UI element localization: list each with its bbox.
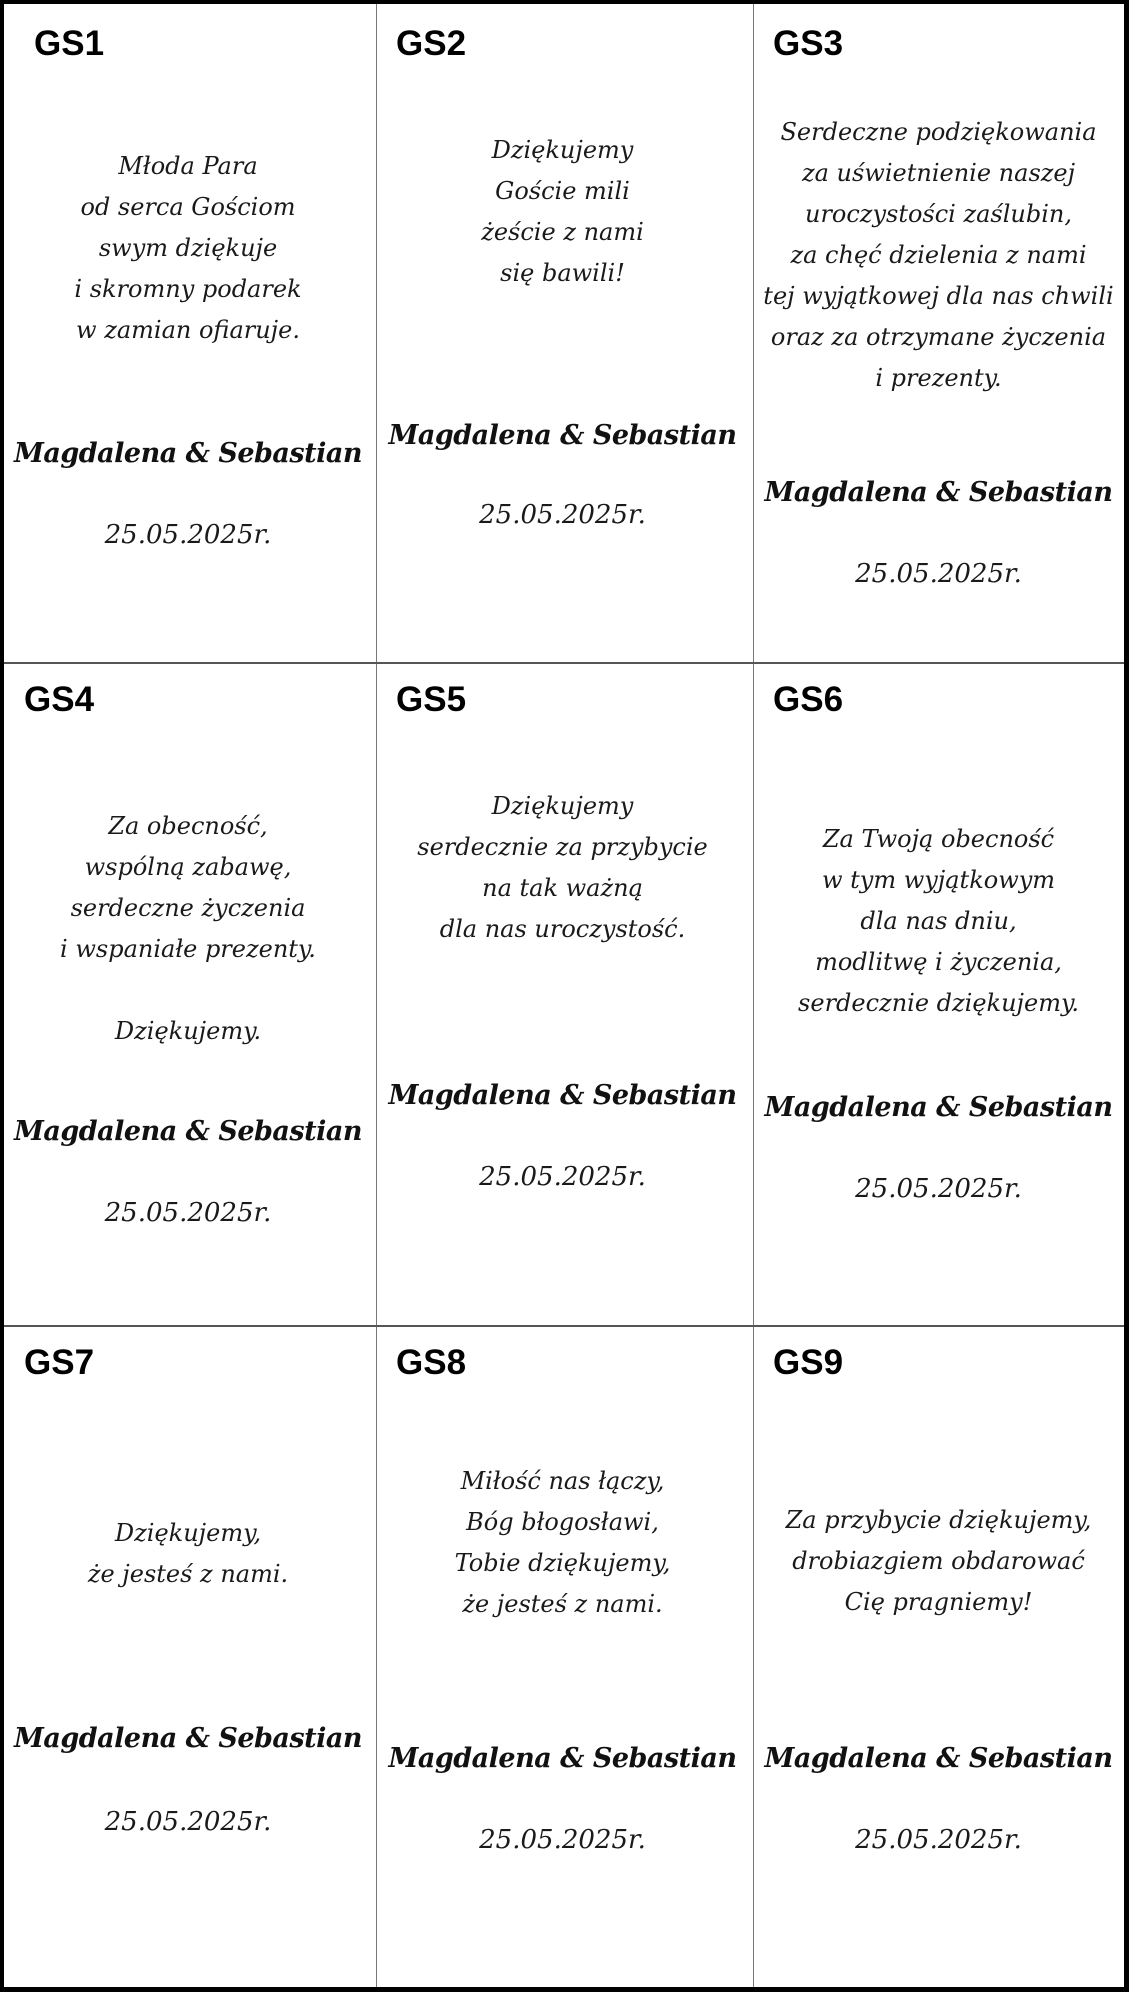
card-message (376, 786, 749, 950)
message-line: w tym wyjątkowym (821, 866, 1056, 894)
couple-names: Magdalena & Sebastian (388, 1080, 737, 1111)
message-line: dla nas uroczystość. (439, 915, 686, 943)
message-line: się bawili! (500, 259, 625, 287)
message-spacer (4, 970, 372, 1011)
thank-you-card-gs3 (753, 4, 1124, 658)
card-message (4, 1513, 372, 1595)
card-message (376, 1461, 749, 1625)
card-message (376, 130, 749, 294)
couple-names: Magdalena & Sebastian (764, 477, 1113, 508)
message-line: na tak ważną (482, 874, 643, 902)
card-message (753, 112, 1124, 399)
wedding-date: 25.05.2025r. (104, 520, 272, 550)
card-code-label: GS8 (396, 1343, 467, 1382)
message-line: od serca Gościom (80, 193, 296, 221)
thank-you-card-gs6 (753, 660, 1124, 1321)
thank-you-card-gs4 (4, 660, 372, 1321)
card-code-label: GS4 (24, 680, 95, 719)
wedding-date: 25.05.2025r. (855, 1825, 1022, 1855)
couple-names: Magdalena & Sebastian (764, 1743, 1113, 1774)
message-line: za chęć dzielenia z nami (790, 241, 1087, 269)
message-line: za uświetnienie naszej (801, 159, 1076, 187)
couple-names: Magdalena & Sebastian (14, 1723, 362, 1754)
couple-names: Magdalena & Sebastian (14, 438, 362, 469)
message-line: że jesteś z nami. (462, 1590, 663, 1618)
card-code-label: GS9 (773, 1343, 844, 1382)
card-code-label: GS3 (773, 24, 844, 63)
message-line: Bóg błogosławi, (466, 1508, 659, 1536)
message-line: Dziękujemy (491, 792, 634, 820)
message-line: Za Twoją obecność (822, 825, 1055, 853)
wedding-date: 25.05.2025r. (479, 500, 646, 530)
wedding-date: 25.05.2025r. (104, 1807, 272, 1837)
message-line: Dziękujemy, (114, 1519, 262, 1547)
thank-you-card-gs5 (376, 660, 749, 1321)
message-line: serdecznie za przybycie (417, 833, 708, 861)
message-line: dla nas dniu, (860, 907, 1017, 935)
message-line: Goście mili (495, 177, 630, 205)
message-line: modlitwę i życzenia, (815, 948, 1062, 976)
thank-you-card-gs8 (376, 1323, 749, 1986)
message-line: uroczystości zaślubin, (804, 200, 1073, 228)
message-line: serdecznie dziękujemy. (798, 989, 1079, 1017)
card-message (753, 1500, 1124, 1623)
message-line: w zamian ofiaruje. (76, 316, 300, 344)
message-line: Dziękujemy (491, 136, 634, 164)
message-line: drobiazgiem obdarować (792, 1547, 1085, 1575)
message-line: Dziękujemy. (114, 1017, 262, 1045)
couple-names: Magdalena & Sebastian (764, 1092, 1113, 1123)
card-code-label: GS5 (396, 680, 467, 719)
wedding-date: 25.05.2025r. (855, 559, 1022, 589)
message-line: Za obecność, (108, 812, 268, 840)
message-line: że jesteś z nami. (87, 1560, 289, 1588)
card-message (4, 806, 372, 1052)
couple-names: Magdalena & Sebastian (388, 420, 737, 451)
card-message (753, 819, 1124, 1024)
message-line: Cię pragniemy! (844, 1588, 1033, 1616)
message-line: wspólną zabawę, (84, 853, 292, 881)
message-line: żeście z nami (481, 218, 644, 246)
message-line: i prezenty. (875, 364, 1002, 392)
message-line: swym dziękuje (98, 234, 278, 262)
card-code-label: GS7 (24, 1343, 95, 1382)
thank-you-card-gs9 (753, 1323, 1124, 1986)
thank-you-card-gs1 (4, 4, 372, 658)
wedding-date: 25.05.2025r. (479, 1162, 646, 1192)
thank-you-card-gs7 (4, 1323, 372, 1986)
message-line: oraz za otrzymane życzenia (770, 323, 1107, 351)
message-line: Serdeczne podziękowania (780, 118, 1097, 146)
message-line: i skromny podarek (74, 275, 302, 303)
message-line: Młoda Para (118, 152, 258, 180)
message-line: Miłość nas łączy, (460, 1467, 665, 1495)
message-line: Tobie dziękujemy, (454, 1549, 671, 1577)
wedding-date: 25.05.2025r. (479, 1825, 646, 1855)
card-code-label: GS6 (773, 680, 844, 719)
message-line: i wspaniałe prezenty. (60, 935, 316, 963)
couple-names: Magdalena & Sebastian (388, 1743, 737, 1774)
card-code-label: GS1 (34, 24, 105, 63)
couple-names: Magdalena & Sebastian (14, 1116, 362, 1147)
wedding-date: 25.05.2025r. (855, 1174, 1022, 1204)
wedding-date: 25.05.2025r. (104, 1198, 272, 1228)
card-message (4, 146, 372, 351)
thank-you-card-gs2 (376, 4, 749, 658)
message-line: serdeczne życzenia (70, 894, 306, 922)
message-line: tej wyjątkowej dla nas chwili (763, 282, 1114, 310)
message-line: Za przybycie dziękujemy, (785, 1506, 1092, 1534)
card-code-label: GS2 (396, 24, 467, 63)
